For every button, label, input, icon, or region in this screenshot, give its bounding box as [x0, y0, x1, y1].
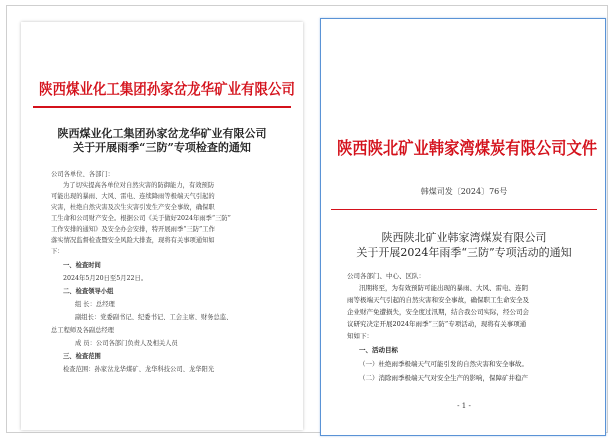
left-body-line: 为了切实提高各单位对自然灾害的防御能力，有效预防 [63, 182, 215, 189]
right-red-rule [331, 209, 597, 210]
right-body-line: 知如下： [347, 332, 373, 340]
right-body-line: （二）消除雨季极端天气对安全生产的影响，保障矿井稳产 [359, 374, 528, 382]
left-body-line: 2024年5月20日至5月22日。 [63, 275, 148, 282]
right-title-line1: 陕西陕北矿业韩家湾煤炭有限公司 [381, 231, 547, 244]
right-title-line2: 关于开展2024年雨季“三防”专项活动的通知 [356, 246, 572, 259]
left-body-line: 下： [51, 248, 64, 255]
left-body-line: 检查范围：孙家岔龙华煤矿、龙华科技公司、龙华阳光 [63, 366, 215, 373]
left-section-heading: 三、检查范围 [63, 353, 101, 360]
right-document-page [320, 18, 606, 436]
left-document-page [21, 22, 303, 430]
left-red-header: 陕西煤业化工集团孙家岔龙华矿业有限公司 [39, 80, 295, 98]
left-body-line: 组 长：总经理 [75, 301, 115, 308]
left-body-line: 公司各单位、各部门： [51, 171, 114, 178]
right-body-line: 议研究决定开展2024年雨季“三防”专项活动，现将有关事项通 [347, 320, 527, 328]
right-red-header: 陕西陕北矿业韩家湾煤炭有限公司文件 [337, 139, 598, 159]
left-body-line: 副组长：党委副书记、纪委书记、工会主席、财务总监、 [75, 314, 233, 321]
left-body-line: 成 员：公司各部门负责人及相关人员 [75, 340, 178, 347]
right-body-line: 公司各部门、中心、区队： [347, 272, 425, 280]
left-body-line: 可能出现的暴雨、大风、雷电、连续降雨等极端天气引起的 [51, 193, 215, 200]
left-body-line: 灾害，杜绝自然灾害及次生灾害引发生产安全事故，确保职 [51, 204, 215, 211]
document-frame [6, 5, 608, 433]
right-page-number: - 1 - [457, 402, 471, 410]
left-body-line: 工作安排的通知》及安全办会安排，特开展雨季“三防”工作 [51, 226, 215, 233]
right-body-line: （一）杜绝雨季极端天气可能引发的自然灾害和安全事故。 [359, 360, 528, 368]
right-body-line: 汛期将至，为有效预防可能出现的暴雨、大风、雷电、连阴 [359, 284, 528, 292]
right-doc-number: 韩煤司发〔2024〕76号 [420, 187, 508, 196]
right-section-heading: 一、活动目标 [359, 346, 398, 354]
left-title-line1: 陕西煤业化工集团孙家岔龙华矿业有限公司 [57, 127, 267, 140]
right-body-line: 企业财产免遭损失，安全度过汛期，结合我公司实际，经公司会 [347, 308, 529, 316]
left-section-heading: 一、检查时间 [63, 262, 101, 269]
left-red-rule [33, 106, 291, 108]
left-title-line2: 关于开展雨季“三防”专项检查的通知 [73, 141, 251, 154]
left-body-line: 工生命和公司财产安全。根据公司《关于做好2024年雨季“三防” [51, 215, 231, 222]
left-body-line: 落实情况监督检查暨安全风险大排查，现将有关事项通知如 [51, 237, 215, 244]
left-body-line: 总工程师及各副总经理 [51, 327, 114, 334]
left-section-heading: 二、检查领导小组 [63, 288, 114, 295]
right-body-line: 雨等极端天气引起的自然灾害和安全事故，确保职工生命安全及 [347, 296, 529, 304]
